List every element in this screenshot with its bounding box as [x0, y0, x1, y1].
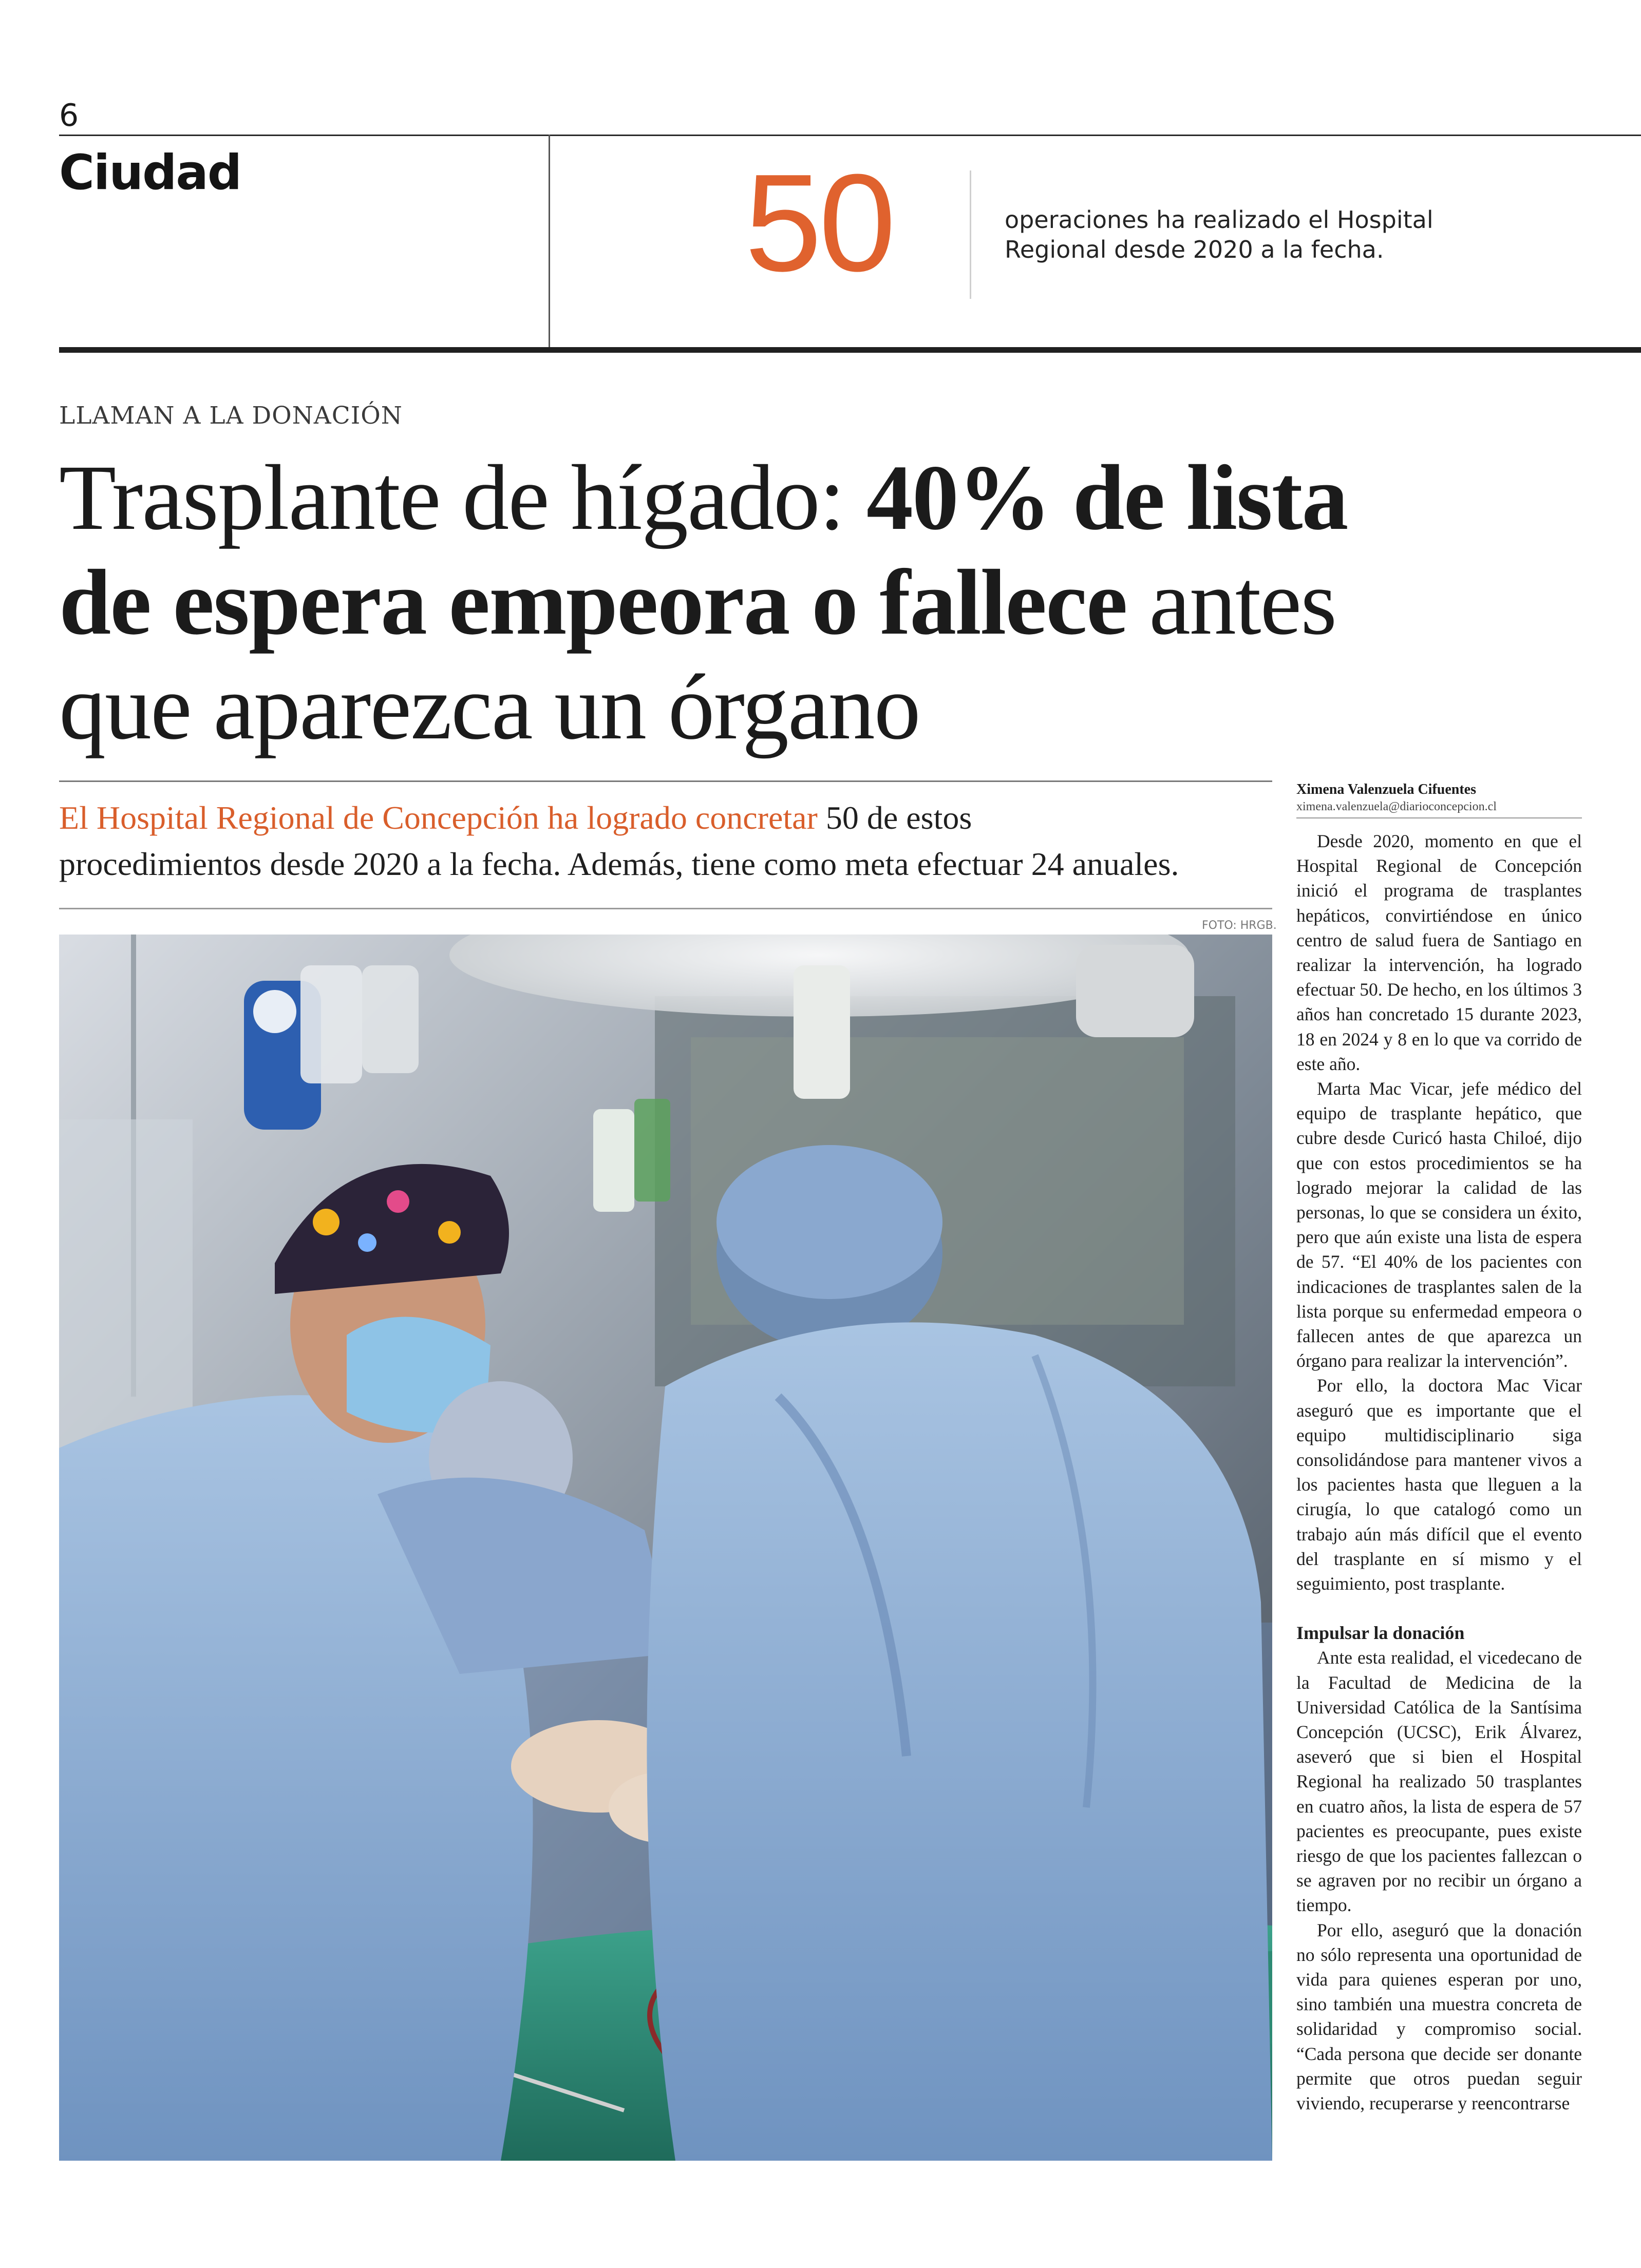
body-paragraph: Por ello, aseguró que la donación no sólo representa una oportunidad de vida para quienes esperan por uno, sino también una muestra concreta de solidaridad y compromiso social. “Cada persona que decide ser donante permite que otros puedan seguir viviendo, recuperarse y reencontrarse [1296, 1919, 1582, 2113]
deck-text: 50 de estos [817, 799, 972, 836]
section-title: Ciudad [59, 145, 241, 201]
headline-bold: 40% de lista [866, 446, 1348, 549]
deck-top-rule [59, 780, 1272, 782]
headline-line-3 [59, 655, 1569, 760]
headline-line-2 [59, 550, 1569, 655]
deck-accent: El Hospital Regional de Concepción ha logrado concretar [59, 799, 818, 836]
headline [59, 446, 1569, 760]
body-subhead: Impulsar la donación [1296, 1623, 1465, 1644]
headline-bold: de espera empeora o fallece [59, 551, 1127, 654]
header-thick-rule [59, 347, 1641, 353]
deck-line-1 [59, 795, 1281, 841]
header-divider [549, 135, 550, 349]
body-paragraph: Por ello, la doctora Mac Vicar aseguró que es importante que el equipo multidisciplinario siga consolidándose para mantener vivos a los pacientes hasta que lleguen a la cirugía, lo que catalogó como un trabajo aún más difícil que el evento del trasplante en sí mismo y el seguimiento, post trasplante. [1296, 1375, 1582, 1594]
top-rule [59, 135, 1641, 136]
byline-author: Ximena Valenzuela Cifuentes [1296, 782, 1476, 797]
deck [59, 795, 1281, 887]
surgery-photo [59, 935, 1272, 2161]
stat-number: 50 [745, 146, 893, 300]
stat-divider [970, 170, 971, 299]
body-paragraph: Ante esta realidad, el vicedecano de la Facultad de Medicina de la Universidad Católica de la Santísima Concepción (UCSC), Erik Álvarez, aseveró que si bien el Hospital Regional ha realizado 50 trasplantes en cuatro años, la lista de espera de 57 pacientes es preocupante, pues existe riesgo de que los pacientes fallezcan o se agraven por no recibir un órgano a tiempo. [1296, 1647, 1582, 1916]
kicker: LLAMAN A LA DONACIÓN [59, 402, 403, 430]
body-paragraph: Marta Mac Vicar, jefe médico del equipo de trasplante hepático, que cubre desde Curicó hasta Chiloé, dijo que con estos procedimientos se ha logrado mejorar la calidad de las personas, lo que se considera un éxito, pero que aún existe una lista de espera de 57. “El 40% de los pacientes con indicaciones de trasplantes salen de la lista porque su enfermedad empeora o fallecen antes de que aparezca un órgano para realizar la intervención”. [1296, 1078, 1582, 1371]
byline-rule [1296, 817, 1582, 818]
page-number: 6 [59, 98, 79, 134]
stat-caption-line2: Regional desde 2020 a la fecha. [1005, 235, 1384, 263]
byline-email: ximena.valenzuela@diarioconcepcion.cl [1296, 800, 1497, 813]
headline-regular: que aparezca un órgano [59, 656, 920, 759]
surgery-photo-illustration [59, 935, 1272, 2161]
stat-caption-line1: operaciones ha realizado el Hospital [1005, 206, 1433, 234]
photo-credit: FOTO: HRGB. [1202, 919, 1277, 932]
article-body [1296, 829, 1582, 2159]
deck-bottom-rule [59, 908, 1272, 909]
stat-caption [1005, 205, 1467, 264]
headline-regular: Trasplante de hígado: [59, 446, 866, 549]
body-paragraph: Desde 2020, momento en que el Hospital Regional de Concepción inició el programa de trasplantes hepáticos, convirtiéndose en único centro de salud fuera de Santiago en realizar la intervención, ha logrado efectuar 50. De hecho, en los últimos 3 años han concretado 15 durante 2023, 18 en 2024 y 8 en lo que va corrido de este año. [1296, 831, 1582, 1074]
deck-line-2: procedimientos desde 2020 a la fecha. Además, tiene como meta efectuar 24 anuales. [59, 846, 1179, 882]
headline-line-1 [59, 446, 1569, 550]
headline-regular: antes [1126, 551, 1336, 654]
